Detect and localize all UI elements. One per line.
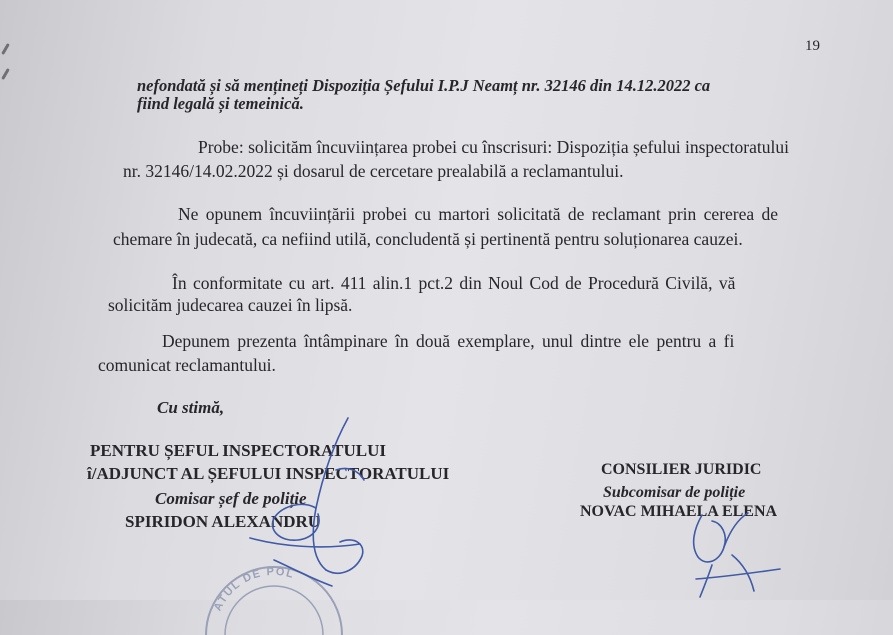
signatory-left-line-2: î/ADJUNCT AL ȘEFULUI INSPECTORATULUI	[87, 464, 450, 483]
paragraph-conformitate-line-1: În conformitate cu art. 411 alin.1 pct.2 din Noul Cod de Procedură Civilă, vă	[172, 273, 736, 293]
opening-line-1: nefondată și să mențineți Dispoziția Șefului I.P.J Neamț nr. 32146 din 14.12.2022 ca	[137, 76, 711, 95]
paragraph-conformitate-line-2: solicităm judecarea cauzei în lipsă.	[108, 295, 353, 315]
opening-line-2: fiind legală și temeinică.	[137, 94, 304, 113]
closing-greeting: Cu stimă,	[157, 398, 225, 417]
signatory-left-rank: Comisar șef de poliție	[155, 489, 307, 508]
paragraph-probe-line-1: Probe: solicităm încuviințarea probei cu înscrisuri: Dispoziția șefului inspectoratului	[198, 137, 789, 157]
signatory-right-title: CONSILIER JURIDIC	[601, 461, 762, 478]
paragraph-probe-line-2: nr. 32146/14.02.2022 și dosarul de cercetare prealabilă a reclamantului.	[123, 161, 624, 181]
signature-left	[240, 410, 380, 595]
signature-right	[672, 505, 782, 600]
signatory-left-line-1: PENTRU ȘEFUL INSPECTORATULUI	[90, 441, 386, 460]
page-edge-mark	[1, 68, 10, 80]
signatory-right-name: NOVAC MIHAELA ELENA	[580, 503, 778, 520]
paragraph-opunem-line-1: Ne opunem încuviințării probei cu martori solicitată de reclamant prin cererea de	[178, 204, 779, 224]
stamp-text: ATUL DE POL	[211, 565, 296, 613]
signatory-right-rank: Subcomisar de poliție	[603, 484, 746, 501]
page-number: 19	[805, 38, 820, 54]
paragraph-opunem-line-2: chemare în judecată, ca nefiind utilă, concludentă și pertinentă pentru soluționarea cauzei.	[113, 229, 743, 249]
paragraph-depunem-line-2: comunicat reclamantului.	[98, 355, 276, 375]
page-edge-mark	[1, 43, 10, 55]
signatory-left-name: SPIRIDON ALEXANDRU	[125, 512, 321, 531]
paragraph-depunem-line-1: Depunem prezenta întâmpinare în două exemplare, unul dintre ele pentru a fi	[162, 331, 735, 351]
